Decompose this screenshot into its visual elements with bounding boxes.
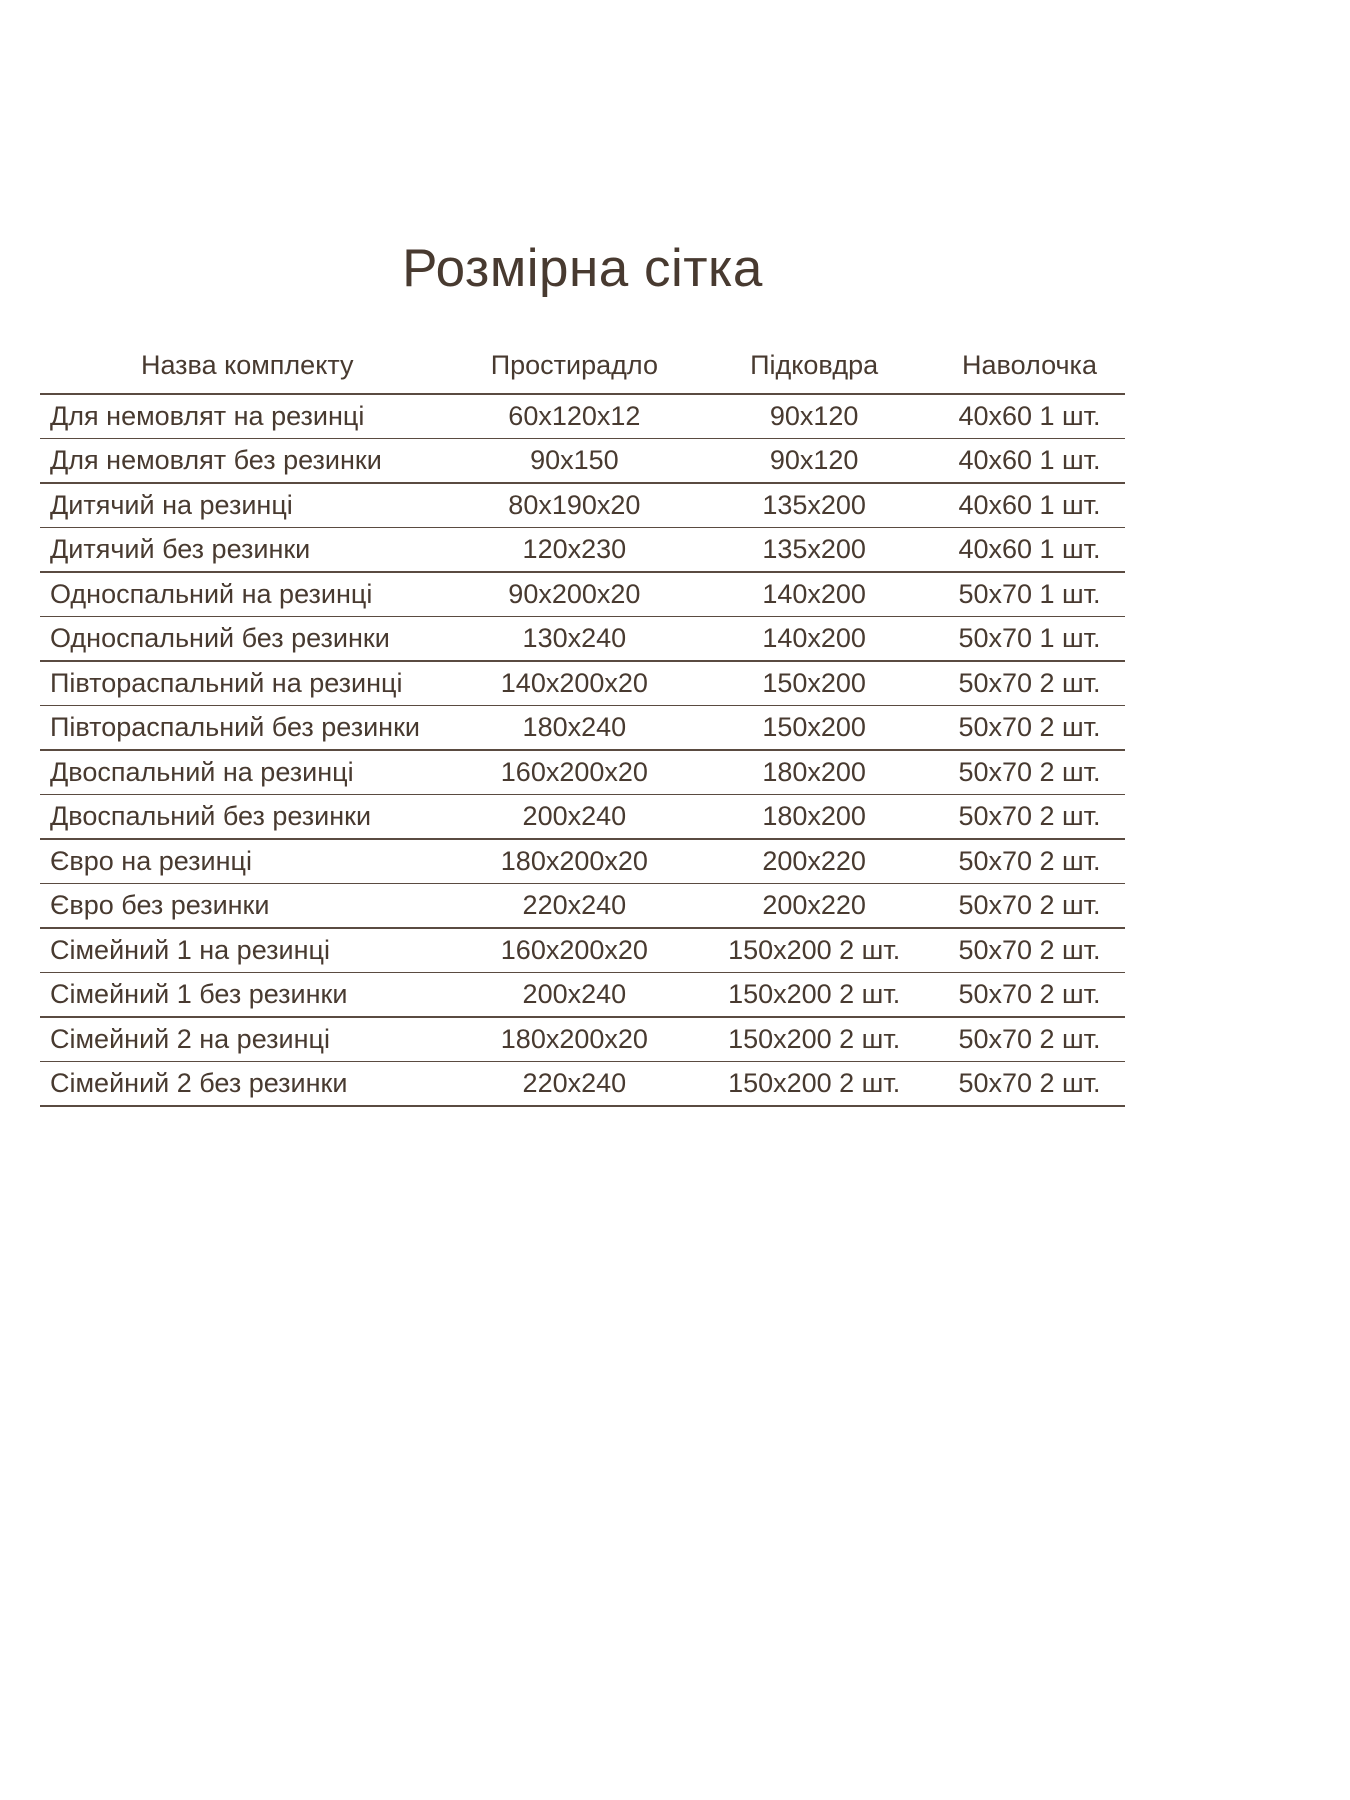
column-header-duvet: Підковдра bbox=[750, 350, 879, 380]
table-row bbox=[40, 395, 1125, 439]
duvet-cell: 200х220 bbox=[762, 890, 866, 920]
sheet-cell: 220х240 bbox=[522, 1068, 627, 1098]
pillowcase-cell: 40х60 1 шт. bbox=[958, 401, 1101, 431]
set-name-cell: Односпальний на резинці bbox=[50, 579, 373, 609]
set-name-cell: Дитячий без резинки bbox=[50, 534, 311, 564]
duvet-cell: 150х200 2 шт. bbox=[728, 935, 901, 965]
duvet-cell: 200х220 bbox=[762, 846, 866, 876]
table-row bbox=[40, 795, 1125, 840]
table-row bbox=[40, 439, 1125, 484]
sheet-cell: 180х240 bbox=[522, 712, 627, 742]
duvet-cell: 150х200 2 шт. bbox=[728, 1024, 901, 1054]
sheet-cell: 90х150 bbox=[530, 445, 619, 475]
sheet-cell: 120х230 bbox=[522, 534, 627, 564]
pillowcase-cell: 50х70 1 шт. bbox=[958, 579, 1101, 609]
duvet-cell: 150х200 bbox=[762, 712, 866, 742]
sheet-cell: 200х240 bbox=[522, 979, 627, 1009]
column-header-pillowcase: Наволочка bbox=[962, 350, 1097, 380]
sheet-cell: 200х240 bbox=[522, 801, 627, 831]
table-row bbox=[40, 884, 1125, 929]
table-row bbox=[40, 484, 1125, 528]
table-row bbox=[40, 973, 1125, 1018]
pillowcase-cell: 50х70 2 шт. bbox=[958, 801, 1101, 831]
pillowcase-cell: 40х60 1 шт. bbox=[958, 490, 1101, 520]
column-header-set-name: Назва комплекту bbox=[140, 350, 354, 380]
duvet-cell: 90х120 bbox=[769, 401, 859, 431]
sheet-cell: 80х190х20 bbox=[508, 490, 641, 520]
pillowcase-cell: 50х70 2 шт. bbox=[958, 890, 1101, 920]
size-chart bbox=[40, 0, 1125, 1107]
table-header-row bbox=[40, 341, 1125, 395]
sheet-cell: 130х240 bbox=[522, 623, 627, 653]
set-name-cell: Півтораспальний без резинки bbox=[50, 712, 420, 742]
pillowcase-cell: 50х70 1 шт. bbox=[958, 623, 1101, 653]
set-name-cell: Для немовлят на резинці bbox=[50, 401, 365, 431]
pillowcase-cell: 50х70 2 шт. bbox=[958, 1024, 1101, 1054]
sheet-cell: 140х200х20 bbox=[500, 668, 648, 698]
set-name-cell: Односпальний без резинки bbox=[50, 623, 390, 653]
table-row bbox=[40, 929, 1125, 973]
table-row bbox=[40, 706, 1125, 751]
duvet-cell: 90х120 bbox=[769, 445, 859, 475]
pillowcase-cell: 50х70 2 шт. bbox=[958, 668, 1101, 698]
set-name-cell: Двоспальний на резинці bbox=[50, 757, 354, 787]
set-name-cell: Сімейний 2 на резинці bbox=[50, 1024, 330, 1054]
pillowcase-cell: 50х70 2 шт. bbox=[958, 846, 1101, 876]
duvet-cell: 180х200 bbox=[762, 757, 866, 787]
table-row bbox=[40, 1018, 1125, 1062]
sheet-cell: 90х200х20 bbox=[508, 579, 641, 609]
duvet-cell: 135х200 bbox=[762, 490, 866, 520]
table-row bbox=[40, 840, 1125, 884]
set-name-cell: Євро на резинці bbox=[50, 846, 252, 876]
sheet-cell: 160х200х20 bbox=[500, 757, 648, 787]
set-name-cell: Півтораспальний на резинці bbox=[50, 668, 403, 698]
duvet-cell: 150х200 2 шт. bbox=[728, 979, 901, 1009]
table-row bbox=[40, 662, 1125, 706]
set-name-cell: Сімейний 1 на резинці bbox=[50, 935, 330, 965]
duvet-cell: 150х200 2 шт. bbox=[728, 1068, 901, 1098]
duvet-cell: 140х200 bbox=[762, 623, 866, 653]
sheet-cell: 180х200х20 bbox=[500, 846, 648, 876]
table-row bbox=[40, 1062, 1125, 1107]
sheet-cell: 220х240 bbox=[522, 890, 627, 920]
sheet-cell: 160х200х20 bbox=[500, 935, 648, 965]
pillowcase-cell: 40х60 1 шт. bbox=[958, 445, 1101, 475]
sheet-cell: 60х120х12 bbox=[508, 401, 641, 431]
set-name-cell: Двоспальний без резинки bbox=[50, 801, 372, 831]
sheet-cell: 180х200х20 bbox=[500, 1024, 648, 1054]
pillowcase-cell: 40х60 1 шт. bbox=[958, 534, 1101, 564]
column-header-sheet: Простирадло bbox=[490, 350, 658, 380]
pillowcase-cell: 50х70 2 шт. bbox=[958, 712, 1101, 742]
table-row bbox=[40, 751, 1125, 795]
size-table bbox=[40, 341, 1125, 1107]
pillowcase-cell: 50х70 2 шт. bbox=[958, 935, 1101, 965]
set-name-cell: Євро без резинки bbox=[50, 890, 270, 920]
duvet-cell: 140х200 bbox=[762, 579, 866, 609]
set-name-cell: Сімейний 2 без резинки bbox=[50, 1068, 348, 1098]
pillowcase-cell: 50х70 2 шт. bbox=[958, 1068, 1101, 1098]
duvet-cell: 135х200 bbox=[762, 534, 866, 564]
set-name-cell: Сімейний 1 без резинки bbox=[50, 979, 348, 1009]
table-row bbox=[40, 573, 1125, 617]
page-title: Розмірна сітка bbox=[402, 239, 763, 298]
duvet-cell: 180х200 bbox=[762, 801, 866, 831]
set-name-cell: Для немовлят без резинки bbox=[50, 445, 382, 475]
pillowcase-cell: 50х70 2 шт. bbox=[958, 757, 1101, 787]
pillowcase-cell: 50х70 2 шт. bbox=[958, 979, 1101, 1009]
set-name-cell: Дитячий на резинці bbox=[50, 490, 293, 520]
table-row bbox=[40, 617, 1125, 662]
duvet-cell: 150х200 bbox=[762, 668, 866, 698]
table-row bbox=[40, 528, 1125, 573]
